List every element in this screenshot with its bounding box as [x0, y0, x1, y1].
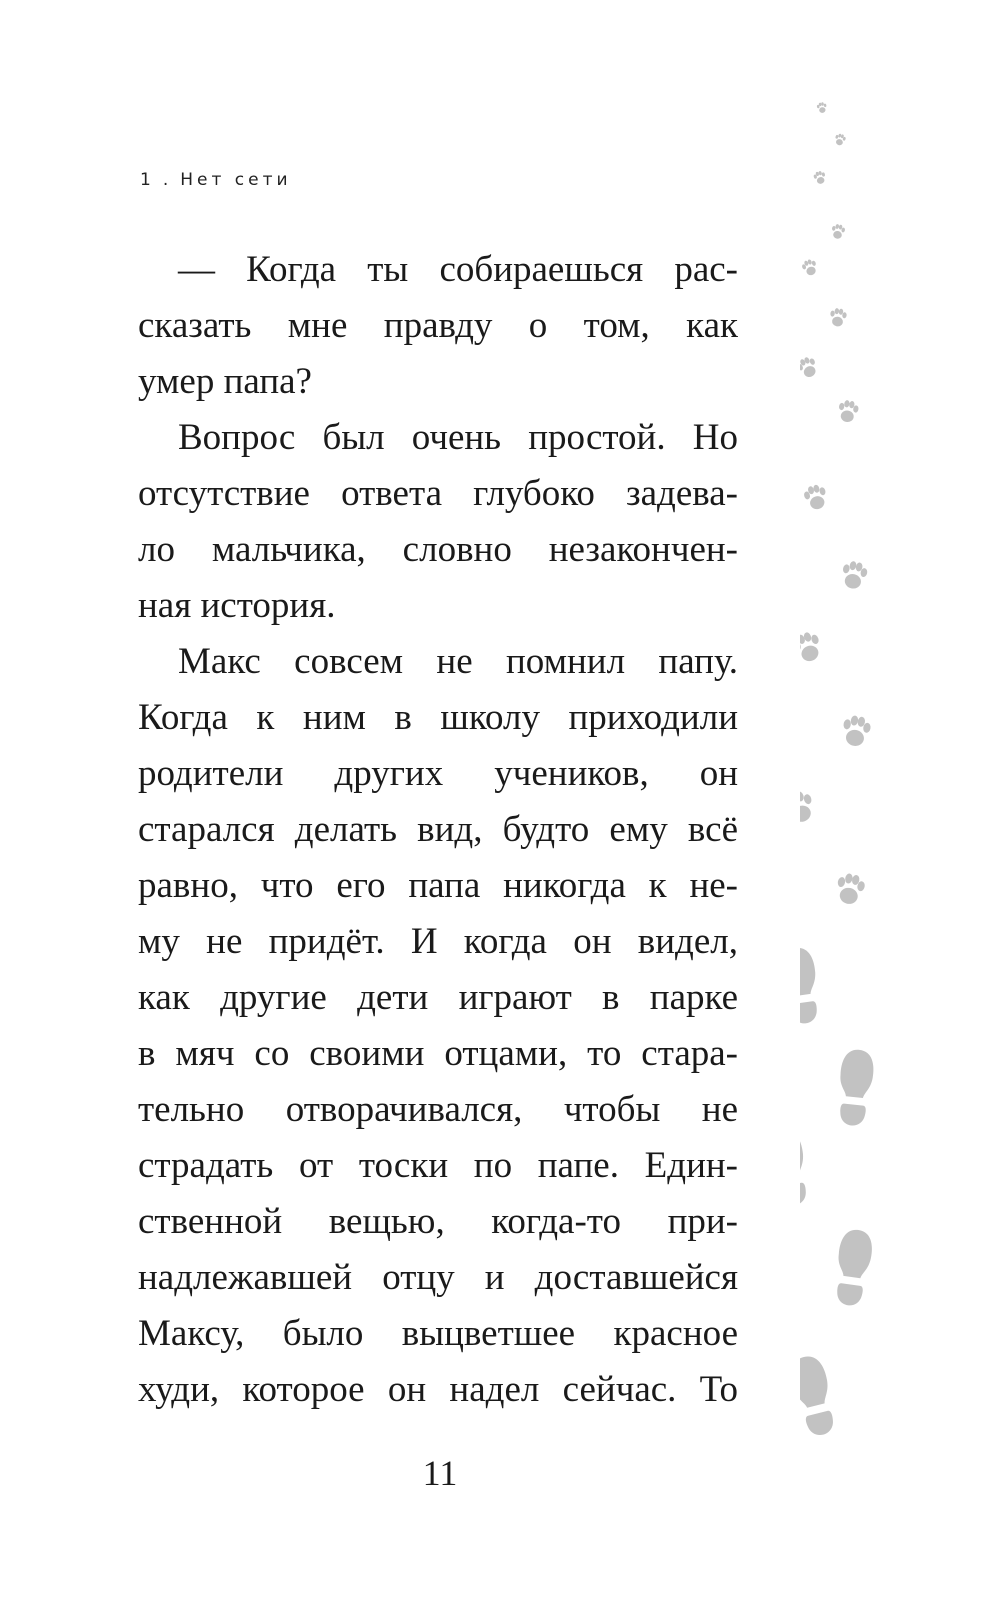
paw-print-icon — [840, 714, 872, 748]
body-text — [138, 242, 738, 1418]
paw-print-icon — [834, 872, 867, 907]
paw-print-icon — [816, 102, 827, 114]
track-group — [800, 102, 876, 1439]
paw-print-icon — [802, 483, 829, 512]
text-line: родители других учеников, он — [138, 753, 738, 794]
text-line: равно, что его папа никогда к не- — [138, 865, 738, 906]
text-line: сказать мне правду о том, как — [138, 305, 738, 346]
text-line: ло мальчика, словно незакончен- — [138, 529, 738, 570]
paw-print-icon — [834, 133, 847, 147]
text-line: Макс совсем не помнил папу. — [178, 641, 738, 682]
shoe-print-icon — [800, 1127, 812, 1208]
paragraph — [138, 634, 738, 1418]
shoe-print-icon — [800, 1353, 840, 1439]
shoe-print-icon — [800, 946, 822, 1026]
paw-print-icon — [813, 170, 827, 185]
text-line: страдать от тоски по папе. Един- — [138, 1145, 738, 1186]
text-line: худи, которое он надел сейчас. То — [138, 1369, 738, 1410]
paw-print-icon — [830, 223, 845, 239]
text-line: отсутствие ответа глубоко задева- — [138, 473, 738, 514]
text-line: надлежавшей отцу и доставшейся — [138, 1257, 738, 1298]
text-line: ная история. — [138, 585, 336, 626]
text-line: умер папа? — [138, 361, 312, 402]
text-line: в мяч со своими отцами, то стара- — [138, 1033, 738, 1074]
paragraph — [138, 242, 738, 410]
text-line: тельно отворачивался, чтобы не — [138, 1089, 738, 1130]
paw-print-icon — [801, 258, 820, 277]
paragraph — [138, 410, 738, 634]
text-line: Максу, было выцветшее красное — [138, 1313, 738, 1354]
paw-print-icon — [839, 559, 869, 590]
text-line: Когда к ним в школу приходили — [138, 697, 738, 738]
paw-print-icon — [800, 789, 817, 826]
running-head — [140, 170, 292, 190]
text-line: Вопрос был очень простой. Но — [178, 417, 738, 458]
paw-print-icon — [800, 629, 825, 665]
text-line: как другие дети играют в парке — [138, 977, 738, 1018]
text-line: — Когда ты собираешься рас- — [178, 249, 738, 290]
text-line: старался делать вид, будто ему всё — [138, 809, 738, 850]
footprint-trail — [800, 0, 1000, 1615]
shoe-print-icon — [835, 1048, 875, 1127]
paw-print-icon — [829, 307, 848, 327]
text-line: ственной вещью, когда-то при- — [138, 1201, 738, 1242]
shoe-print-icon — [832, 1228, 875, 1308]
paw-print-icon — [837, 399, 860, 424]
page-number: 11 — [422, 1453, 458, 1493]
chapter-number: 1 — [140, 170, 155, 190]
text-line: му не придёт. И когда он видел, — [138, 921, 738, 962]
paw-print-icon — [800, 355, 820, 381]
chapter-separator: . — [162, 170, 173, 190]
chapter-title: Нет сети — [180, 170, 292, 190]
